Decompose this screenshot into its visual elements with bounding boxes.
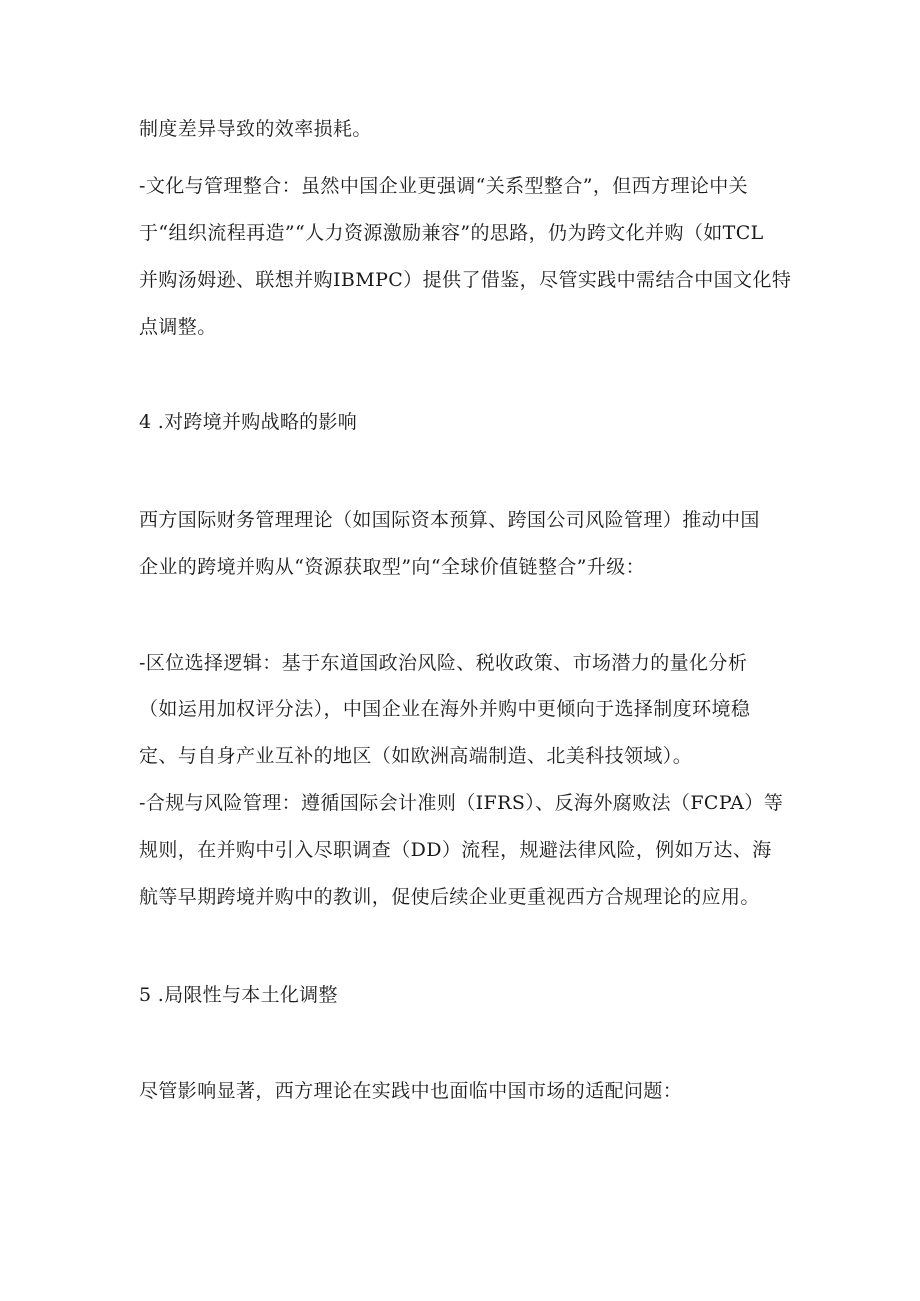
paragraph-line: 定、与自身产业互补的地区（如欧洲高端制造、北美科技领域）。 — [139, 745, 693, 767]
section-heading-5: 5 .局限性与本土化调整 — [139, 984, 338, 1006]
paragraph-line: -合规与风险管理：遵循国际会计准则（IFRS）、反海外腐败法（FCPA）等 — [139, 792, 784, 814]
paragraph-line: 规则，在并购中引入尽职调查（DD）流程，规避法律风险，例如万达、海 — [139, 839, 772, 861]
section-heading-4: 4 .对跨境并购战略的影响 — [139, 411, 358, 433]
paragraph-line: 尽管影响显著，西方理论在实践中也面临中国市场的适配问题： — [139, 1080, 683, 1102]
paragraph-line: 航等早期跨境并购中的教训，促使后续企业更重视西方合规理论的应用。 — [139, 886, 760, 908]
paragraph-line: -区位选择逻辑：基于东道国政治风险、税收政策、市场潜力的量化分析 — [139, 652, 748, 674]
paragraph-line: 制度差异导致的效率损耗。 — [139, 118, 372, 140]
paragraph-line: 于“组织流程再造”“人力资源激励兼容”的思路，仍为跨文化并购（如TCL — [139, 222, 764, 244]
paragraph-line: 企业的跨境并购从“资源获取型”向“全球价值链整合”升级： — [139, 556, 646, 578]
paragraph-line: -文化与管理整合：虽然中国企业更强调“关系型整合”，但西方理论中关 — [139, 175, 749, 197]
paragraph-line: 并购汤姆逊、联想并购IBMPC）提供了借鉴，尽管实践中需结合中国文化特 — [139, 269, 792, 291]
paragraph-line: 点调整。 — [139, 316, 217, 338]
paragraph-line: 西方国际财务管理理论（如国际资本预算、跨国公司风险管理）推动中国 — [139, 509, 760, 531]
paragraph-line: （如运用加权评分法），中国企业在海外并购中更倾向于选择制度环境稳 — [139, 698, 751, 720]
